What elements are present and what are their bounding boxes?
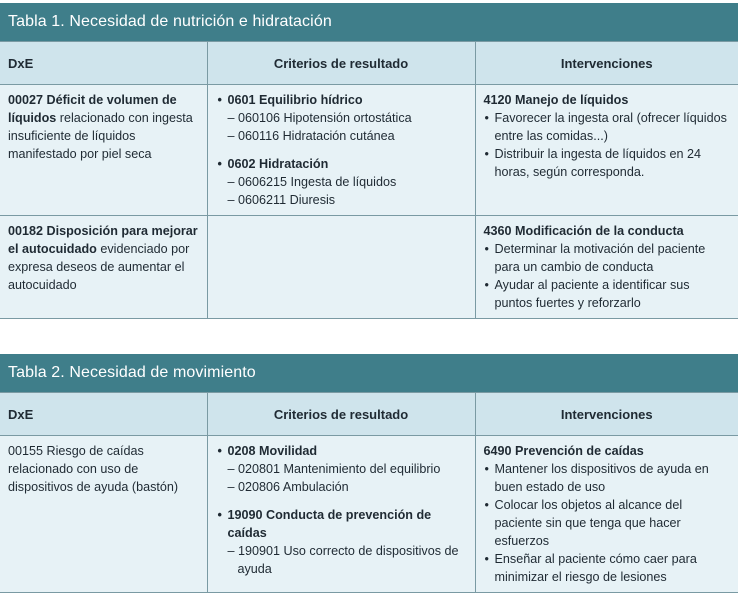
bullet-icon: • (484, 552, 489, 566)
criteria-item: – 060116 Hidratación cutánea (227, 129, 395, 143)
criteria-item: – 190901 Uso correcto de dispositivos de ayuda (227, 544, 459, 576)
header-dxe: DxE (0, 393, 207, 436)
table-1-grid (0, 41, 738, 319)
criteria-cell (207, 436, 475, 593)
intervention-item: • Enseñar al paciente cómo caer para minimizar el riesgo de lesiones (484, 552, 697, 584)
intervention-item: • Favorecer la ingesta oral (ofrecer líquidos entre las comidas...) (484, 111, 727, 143)
dx-cell (0, 85, 207, 216)
criteria-cell (207, 216, 475, 319)
dx-label: 00182 Disposición para mejorar el autocuidado (8, 224, 198, 256)
bullet-icon: • (217, 93, 222, 107)
table-row (0, 436, 738, 593)
dx-label: 00155 Riesgo de caídas (8, 444, 144, 458)
criteria-group (216, 155, 467, 209)
criteria-item: – 0606215 Ingesta de líquidos (227, 175, 397, 189)
table-1-title: Tabla 1. Necesidad de nutrición e hidratación (0, 3, 738, 41)
criteria-heading: • 0602 Hidratación (217, 157, 329, 171)
criteria-group (216, 442, 467, 496)
header-criterios: Criterios de resultado (207, 393, 475, 436)
criteria-group (216, 506, 467, 578)
table-2-title: Tabla 2. Necesidad de movimiento (0, 354, 738, 392)
table-2-grid (0, 392, 738, 593)
intervention-title: 4360 Modificación de la conducta (483, 224, 684, 238)
header-dxe: DxE (0, 42, 207, 85)
bullet-icon: • (484, 147, 489, 161)
interventions-cell (475, 85, 738, 216)
intervention-item: • Colocar los objetos al alcance del paciente sin que tenga que hacer esfuerzos (484, 498, 683, 548)
criteria-item: – 060106 Hipotensión ortostática (227, 111, 412, 125)
bullet-icon: • (484, 242, 489, 256)
criteria-item: – 020801 Mantenimiento del equilibrio (227, 462, 441, 476)
intervention-item: • Distribuir la ingesta de líquidos en 24 horas, según corresponda. (484, 147, 702, 179)
intervention-item: • Determinar la motivación del paciente para un cambio de conducta (484, 242, 706, 274)
bullet-icon: • (484, 498, 489, 512)
criteria-item: – 020806 Ambulación (227, 480, 349, 494)
intervention-item: • Ayudar al paciente a identificar sus puntos fuertes y reforzarlo (484, 278, 690, 310)
bullet-icon: • (217, 508, 222, 522)
dx-cell (0, 436, 207, 593)
bullet-icon: • (217, 157, 222, 171)
criteria-item: – 0606211 Diuresis (227, 193, 336, 207)
header-criterios: Criterios de resultado (207, 42, 475, 85)
table-1-header-row (0, 42, 738, 85)
dx-cell (0, 216, 207, 319)
table-2-header-row (0, 393, 738, 436)
bullet-icon: • (484, 278, 489, 292)
dx-label: 00027 Déficit de volumen de líquidos (8, 93, 177, 125)
intervention-title: 6490 Prevención de caídas (483, 444, 644, 458)
interventions-cell (475, 436, 738, 593)
interventions-cell (475, 216, 738, 319)
header-intervenciones: Intervenciones (475, 42, 738, 85)
criteria-cell (207, 85, 475, 216)
bullet-icon: • (217, 444, 222, 458)
bullet-icon: • (484, 462, 489, 476)
bullet-icon: • (484, 111, 489, 125)
intervention-item: • Mantener los dispositivos de ayuda en buen estado de uso (484, 462, 709, 494)
table-row (0, 85, 738, 216)
dx-description: relacionado con uso de dispositivos de ayuda (bastón) (8, 462, 179, 494)
dx-description: relacionado con ingesta insuficiente de líquidos manifestado por piel seca (8, 111, 193, 161)
criteria-heading: • 0208 Movilidad (217, 444, 318, 458)
criteria-heading: • 19090 Conducta de prevención de caídas (217, 508, 432, 540)
dx-description: evidenciado por expresa deseos de aumentar el autocuidado (8, 242, 190, 292)
criteria-group (216, 91, 467, 145)
criteria-heading: • 0601 Equilibrio hídrico (217, 93, 363, 107)
table-1 (0, 3, 738, 319)
table-row (0, 216, 738, 319)
table-2 (0, 354, 738, 593)
header-intervenciones: Intervenciones (475, 393, 738, 436)
intervention-title: 4120 Manejo de líquidos (483, 93, 629, 107)
